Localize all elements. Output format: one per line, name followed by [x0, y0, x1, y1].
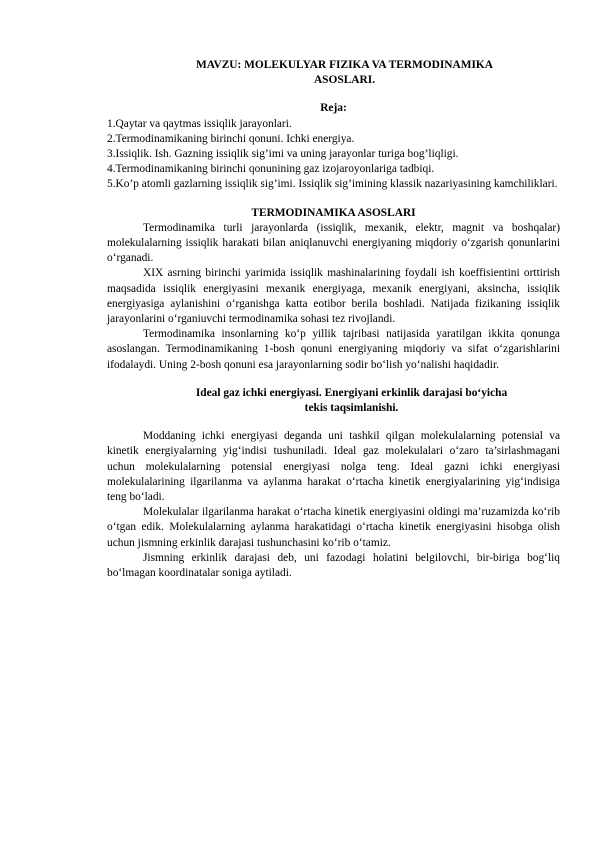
title-line-1: MAVZU: MOLEKULYAR FIZIKA VA TERMODINAMIKA	[195, 59, 494, 71]
plan-item: 1.Qaytar va qaytmas issiqlik jarayonlari.	[107, 117, 292, 130]
plan-list	[107, 117, 560, 193]
paragraph: Jismning erkinlik darajasi deb, uni fazodagi holatini belgilovchi, bir-biriga bog‘liq bo‘lmagan koordinatalar soniga aytiladi.	[107, 551, 560, 580]
paragraph: Termodinamika turli jarayonlarda (issiqlik, mexanik, elektr, magnit va boshqalar) molekulalarning issiqlik harakati bilan aniqlanuvchi energiyaning miqdoriy o‘zgarish qonunlarini o‘rganadi.	[107, 221, 560, 265]
paragraph: Moddaning ichki energiyasi deganda uni tashkil qilgan molekulalarning potensial va kinetik energiyalarning yig‘indisi tushuniladi. Ideal gaz molekulalari o‘zaro ta’sirlashmagani uchun molekulalarning potensial energiyasi nolga teng. Ideal gazni ichki energiyasi molekulalarining ilgarilanma va aylanma harakat o‘rtacha kinetik energiyalarining yig‘indisiga teng bo‘ladi.	[107, 430, 560, 504]
document-body	[107, 58, 560, 581]
document-title	[107, 58, 560, 88]
title-line-2: ASOSLARI.	[313, 74, 376, 87]
paragraph: Termodinamika insonlarning ko‘p yillik tajribasi natijasida yaratilgan ikkita qonunga asoslangan. Termodinamikaning 1-bosh qonuni energiyaning miqdoriy va sifat o‘zgarishlarini ifodalaydi. Uning 2-bosh qonuni esa jarayonlarning sodir bo‘lish yo‘nalishi haqidadir.	[107, 328, 560, 371]
subsection-heading-line-2: tekis taqsimlanishi.	[304, 402, 399, 415]
plan-heading: Reja:	[320, 102, 347, 115]
plan-item: 4.Termodinamikaning birinchi qonunining gaz izojaroyonlariga tadbiqi.	[107, 163, 435, 176]
subsection-heading	[107, 386, 560, 416]
plan-item: 2.Termodinamikaning birinchi qonuni. Ichki energiya.	[107, 132, 355, 145]
section-heading: TERMODINAMIKA ASOSLARI	[251, 206, 416, 219]
plan-item: 5.Ko’p atomli gazlarning issiqlik sig’imi. Issiqlik sig’imining klassik nazariyasining kamchiliklari.	[107, 178, 558, 191]
paragraph: XIX asrning birinchi yarimida issiqlik mashinalarining foydali ish koeffisientini orttirish maqsadida issiqlik energiyasini mexanik energiyaga, mexanik energiyani, aksincha, issiqlik energiyasiga aylanishini o‘rganishga katta eotibor berila boshladi. Natijada fizikaning issiqlik jarayonlarini o‘rganiuvchi termodinamika sohasi tez rivojlandi.	[107, 267, 560, 326]
subsection-heading-line-1: Ideal gaz ichki energiyasi. Energiyani erkinlik darajasi bo‘yicha	[195, 386, 508, 399]
paragraph: Molekulalar ilgarilanma harakat o‘rtacha kinetik energiyasini oldingi ma’ruzamizda ko‘rib o‘tgan edik. Molekulalarning aylanma harakatidagi o‘rtacha kinetik energiyasini hisobga olish uchun jismning erkinlik darajasi tushunchasini ko‘rib o‘tamiz.	[107, 506, 560, 549]
plan-item: 3.Issiqlik. Ish. Gazning issiqlik sig’imi va uning jarayonlar turiga bog’liqligi.	[107, 148, 459, 161]
